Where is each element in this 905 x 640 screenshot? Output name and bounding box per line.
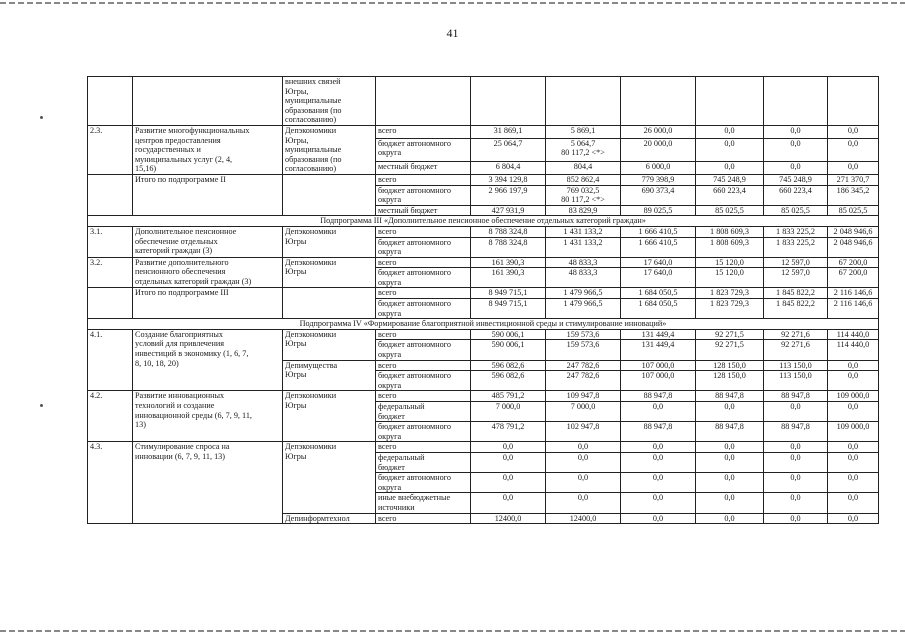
amount-cell: 0,0 — [828, 442, 879, 453]
executor-cell: внешних связей Югры, муниципальные образования (по согласованию) — [283, 77, 376, 126]
scan-speck — [40, 404, 43, 407]
amount-cell: 0,0 — [828, 125, 879, 138]
amount-cell: 15 120,0 — [696, 268, 764, 288]
funding-source-cell: всего — [376, 442, 471, 453]
table-row — [88, 77, 879, 126]
amount-cell: 48 833,3 — [546, 268, 621, 288]
amount-cell: 8 788 324,8 — [471, 226, 546, 237]
amount-cell: 0,0 — [546, 473, 621, 493]
amount-cell: 804,4 — [546, 162, 621, 175]
amount-cell: 0,0 — [764, 473, 828, 493]
amount-cell: 2 116 146,6 — [828, 299, 879, 319]
amount-cell: 1 845 822,2 — [764, 299, 828, 319]
budget-table — [87, 76, 879, 524]
empty-cell — [471, 77, 546, 126]
funding-source-cell: бюджет автономного округа — [376, 237, 471, 257]
number-cell — [88, 174, 133, 215]
subprogram-title: Подпрограмма IV «Формирование благоприятной инвестиционной среды и стимулирование инноваций» — [88, 319, 879, 330]
funding-source-cell: всего — [376, 257, 471, 268]
amount-cell: 83 829,9 — [546, 205, 621, 216]
table-row — [88, 442, 879, 453]
scan-edge-top — [0, 2, 905, 4]
amount-cell: 0,0 — [828, 371, 879, 391]
amount-cell: 67 200,0 — [828, 257, 879, 268]
amount-cell: 25 064,7 — [471, 138, 546, 162]
amount-cell: 0,0 — [621, 473, 696, 493]
item-number: 4.1. — [88, 329, 133, 391]
amount-cell: 690 373,4 — [621, 185, 696, 205]
amount-cell: 0,0 — [828, 138, 879, 162]
amount-cell: 1 666 410,5 — [621, 226, 696, 237]
amount-cell: 17 640,0 — [621, 268, 696, 288]
activity-name-cell — [133, 77, 283, 126]
amount-cell: 88 947,8 — [696, 422, 764, 442]
funding-source-cell: бюджет автономного округа — [376, 473, 471, 493]
funding-source-cell: бюджет автономного округа — [376, 340, 471, 360]
amount-cell: 8 788 324,8 — [471, 237, 546, 257]
amount-cell: 0,0 — [546, 452, 621, 472]
amount-cell: 89 025,5 — [621, 205, 696, 216]
amount-cell: 159 573,6 — [546, 340, 621, 360]
amount-cell: 1 684 050,5 — [621, 299, 696, 319]
amount-cell: 427 931,9 — [471, 205, 546, 216]
funding-source-cell: всего — [376, 125, 471, 138]
amount-cell: 67 200,0 — [828, 268, 879, 288]
funding-source-cell: бюджет автономного округа — [376, 185, 471, 205]
funding-source-cell: всего — [376, 174, 471, 185]
funding-source-cell: федеральный бюджет — [376, 402, 471, 422]
amount-cell: 0,0 — [764, 513, 828, 524]
amount-cell: 0,0 — [764, 138, 828, 162]
item-number: 4.3. — [88, 442, 133, 524]
number-cell — [88, 77, 133, 126]
page-number: 41 — [446, 26, 459, 40]
amount-cell: 596 082,6 — [471, 371, 546, 391]
amount-cell: 85 025,5 — [764, 205, 828, 216]
funding-source-cell: иные внебюджетные источники — [376, 493, 471, 513]
executor-cell: Депэкономики Югры — [283, 391, 376, 442]
amount-cell: 1 833 225,2 — [764, 226, 828, 237]
amount-cell: 0,0 — [764, 452, 828, 472]
amount-cell: 1 431 133,2 — [546, 237, 621, 257]
amount-cell: 852 862,4 — [546, 174, 621, 185]
amount-cell: 20 000,0 — [621, 138, 696, 162]
total-label: Итого по подпрограмме III — [133, 288, 283, 319]
amount-cell: 1 666 410,5 — [621, 237, 696, 257]
amount-cell: 0,0 — [696, 493, 764, 513]
amount-cell: 0,0 — [828, 513, 879, 524]
amount-cell: 85 025,5 — [696, 205, 764, 216]
amount-cell: 478 791,2 — [471, 422, 546, 442]
amount-cell: 0,0 — [828, 493, 879, 513]
amount-cell: 88 947,8 — [621, 422, 696, 442]
amount-cell: 0,0 — [764, 402, 828, 422]
activity-name-cell: Развитие дополнительного пенсионного обеспечения отдельных категорий граждан (3) — [133, 257, 283, 288]
amount-cell: 8 949 715,1 — [471, 288, 546, 299]
amount-cell: 48 833,3 — [546, 257, 621, 268]
amount-cell: 161 390,3 — [471, 268, 546, 288]
amount-cell: 0,0 — [621, 493, 696, 513]
funding-source-cell: всего — [376, 391, 471, 402]
amount-cell: 0,0 — [621, 402, 696, 422]
amount-cell: 128 150,0 — [696, 371, 764, 391]
amount-cell: 1 808 609,3 — [696, 226, 764, 237]
amount-cell: 0,0 — [621, 452, 696, 472]
amount-cell: 2 048 946,6 — [828, 226, 879, 237]
total-label: Итого по подпрограмме II — [133, 174, 283, 215]
amount-cell: 0,0 — [696, 452, 764, 472]
amount-cell: 0,0 — [764, 493, 828, 513]
table-row — [88, 329, 879, 340]
amount-cell: 2 048 946,6 — [828, 237, 879, 257]
amount-cell: 1 823 729,3 — [696, 288, 764, 299]
executor-cell: Депимущества Югры — [283, 360, 376, 391]
scan-edge-bottom — [0, 630, 905, 632]
funding-source-cell: бюджет автономного округа — [376, 371, 471, 391]
funding-source-cell: всего — [376, 513, 471, 524]
amount-cell: 0,0 — [696, 513, 764, 524]
amount-cell: 92 271,5 — [696, 329, 764, 340]
amount-cell: 12400,0 — [546, 513, 621, 524]
table-row — [88, 257, 879, 268]
executor-cell: Депэкономики Югры — [283, 226, 376, 257]
amount-cell: 0,0 — [696, 125, 764, 138]
amount-cell: 0,0 — [764, 162, 828, 175]
amount-cell: 0,0 — [696, 162, 764, 175]
amount-cell: 590 006,1 — [471, 329, 546, 340]
amount-cell: 131 449,4 — [621, 329, 696, 340]
funding-source-cell: всего — [376, 226, 471, 237]
amount-cell: 15 120,0 — [696, 257, 764, 268]
amount-cell: 1 823 729,3 — [696, 299, 764, 319]
amount-cell: 107 000,0 — [621, 360, 696, 371]
executor-cell — [283, 174, 376, 215]
amount-cell: 1 684 050,5 — [621, 288, 696, 299]
amount-cell: 88 947,8 — [621, 391, 696, 402]
amount-cell: 485 791,2 — [471, 391, 546, 402]
amount-cell: 186 345,2 — [828, 185, 879, 205]
item-number: 3.1. — [88, 226, 133, 257]
activity-name-cell: Дополнительное пенсионное обеспечение отдельных категорий граждан (3) — [133, 226, 283, 257]
amount-cell: 88 947,8 — [764, 391, 828, 402]
subprogram-header-row — [88, 216, 879, 227]
funding-source-cell: бюджет автономного округа — [376, 422, 471, 442]
amount-cell: 7 000,0 — [471, 402, 546, 422]
amount-cell: 1 479 966,5 — [546, 288, 621, 299]
amount-cell: 128 150,0 — [696, 360, 764, 371]
amount-cell: 12 597,0 — [764, 257, 828, 268]
item-number: 4.2. — [88, 391, 133, 442]
activity-name-cell: Стимулирование спроса на инновации (6, 7, 9, 11, 13) — [133, 442, 283, 524]
item-number: 3.2. — [88, 257, 133, 288]
amount-cell: 1 845 822,2 — [764, 288, 828, 299]
funding-source-cell: всего — [376, 360, 471, 371]
amount-cell: 31 869,1 — [471, 125, 546, 138]
empty-cell — [828, 77, 879, 126]
subprogram-header-row — [88, 319, 879, 330]
funding-source-cell: всего — [376, 288, 471, 299]
amount-cell: 5 064,7 80 117,2 <*> — [546, 138, 621, 162]
number-cell — [88, 288, 133, 319]
funding-source-cell: бюджет автономного округа — [376, 138, 471, 162]
amount-cell: 0,0 — [471, 442, 546, 453]
total-row — [88, 174, 879, 185]
amount-cell: 161 390,3 — [471, 257, 546, 268]
amount-cell: 0,0 — [696, 442, 764, 453]
amount-cell: 660 223,4 — [696, 185, 764, 205]
amount-cell: 0,0 — [764, 125, 828, 138]
funding-source-cell: местный бюджет — [376, 205, 471, 216]
executor-cell: Депэкономики Югры — [283, 442, 376, 513]
table-row — [88, 391, 879, 402]
amount-cell: 88 947,8 — [696, 391, 764, 402]
amount-cell: 0,0 — [471, 452, 546, 472]
amount-cell: 5 869,1 — [546, 125, 621, 138]
amount-cell: 114 440,0 — [828, 340, 879, 360]
amount-cell: 109 947,8 — [546, 391, 621, 402]
amount-cell: 1 833 225,2 — [764, 237, 828, 257]
amount-cell: 92 271,6 — [764, 329, 828, 340]
amount-cell: 12400,0 — [471, 513, 546, 524]
amount-cell: 113 150,0 — [764, 371, 828, 391]
amount-cell: 0,0 — [828, 452, 879, 472]
amount-cell: 247 782,6 — [546, 371, 621, 391]
total-row — [88, 288, 879, 299]
amount-cell: 1 431 133,2 — [546, 226, 621, 237]
amount-cell: 0,0 — [828, 360, 879, 371]
empty-cell — [376, 77, 471, 126]
empty-cell — [764, 77, 828, 126]
scan-speck — [40, 116, 43, 119]
amount-cell: 109 000,0 — [828, 391, 879, 402]
amount-cell: 0,0 — [471, 473, 546, 493]
amount-cell: 779 398,9 — [621, 174, 696, 185]
amount-cell: 2 966 197,9 — [471, 185, 546, 205]
amount-cell: 1 479 966,5 — [546, 299, 621, 319]
amount-cell: 0,0 — [828, 473, 879, 493]
amount-cell: 12 597,0 — [764, 268, 828, 288]
funding-source-cell: всего — [376, 329, 471, 340]
amount-cell: 85 025,5 — [828, 205, 879, 216]
amount-cell: 92 271,5 — [696, 340, 764, 360]
amount-cell: 6 000,0 — [621, 162, 696, 175]
funding-source-cell: бюджет автономного округа — [376, 268, 471, 288]
empty-cell — [546, 77, 621, 126]
amount-cell: 0,0 — [764, 442, 828, 453]
amount-cell: 0,0 — [621, 442, 696, 453]
amount-cell: 0,0 — [828, 402, 879, 422]
empty-cell — [696, 77, 764, 126]
amount-cell: 3 394 129,8 — [471, 174, 546, 185]
amount-cell: 8 949 715,1 — [471, 299, 546, 319]
activity-name-cell: Развитие многофункциональных центров предоставления государственных и муниципальных услуг (2, 4, 15,16) — [133, 125, 283, 174]
amount-cell: 769 032,5 80 117,2 <*> — [546, 185, 621, 205]
amount-cell: 0,0 — [696, 138, 764, 162]
funding-source-cell: федеральный бюджет — [376, 452, 471, 472]
amount-cell: 247 782,6 — [546, 360, 621, 371]
funding-source-cell: местный бюджет — [376, 162, 471, 175]
amount-cell: 6 804,4 — [471, 162, 546, 175]
amount-cell: 0,0 — [621, 513, 696, 524]
amount-cell: 88 947,8 — [764, 422, 828, 442]
amount-cell: 102 947,8 — [546, 422, 621, 442]
executor-cell: Депэкономики Югры, муниципальные образования (по согласованию) — [283, 125, 376, 174]
amount-cell: 271 370,7 — [828, 174, 879, 185]
amount-cell: 660 223,4 — [764, 185, 828, 205]
table-row — [88, 125, 879, 138]
amount-cell: 107 000,0 — [621, 371, 696, 391]
empty-cell — [621, 77, 696, 126]
subprogram-title: Подпрограмма III «Дополнительное пенсионное обеспечение отдельных категорий граждан» — [88, 216, 879, 227]
executor-cell — [283, 288, 376, 319]
amount-cell: 17 640,0 — [621, 257, 696, 268]
amount-cell: 0,0 — [828, 162, 879, 175]
amount-cell: 26 000,0 — [621, 125, 696, 138]
executor-cell: Депинформтехнол — [283, 513, 376, 524]
activity-name-cell: Развитие инновационных технологий и создание инновационной среды (6, 7, 9, 11, 13) — [133, 391, 283, 442]
table-row — [88, 226, 879, 237]
amount-cell: 92 271,6 — [764, 340, 828, 360]
amount-cell: 159 573,6 — [546, 329, 621, 340]
amount-cell: 745 248,9 — [696, 174, 764, 185]
amount-cell: 590 006,1 — [471, 340, 546, 360]
amount-cell: 7 000,0 — [546, 402, 621, 422]
amount-cell: 113 150,0 — [764, 360, 828, 371]
amount-cell: 0,0 — [546, 442, 621, 453]
amount-cell: 596 082,6 — [471, 360, 546, 371]
item-number: 2.3. — [88, 125, 133, 174]
amount-cell: 0,0 — [696, 473, 764, 493]
amount-cell: 114 440,0 — [828, 329, 879, 340]
executor-cell: Депэкономики Югры — [283, 257, 376, 288]
funding-source-cell: бюджет автономного округа — [376, 299, 471, 319]
amount-cell: 131 449,4 — [621, 340, 696, 360]
amount-cell: 0,0 — [696, 402, 764, 422]
amount-cell: 2 116 146,6 — [828, 288, 879, 299]
amount-cell: 109 000,0 — [828, 422, 879, 442]
amount-cell: 0,0 — [546, 493, 621, 513]
amount-cell: 1 808 609,3 — [696, 237, 764, 257]
amount-cell: 0,0 — [471, 493, 546, 513]
executor-cell: Депэкономики Югры — [283, 329, 376, 360]
amount-cell: 745 248,9 — [764, 174, 828, 185]
activity-name-cell: Создание благоприятных условий для привлечения инвестиций в экономику (1, 6, 7, 8, 10, 18, 20) — [133, 329, 283, 391]
